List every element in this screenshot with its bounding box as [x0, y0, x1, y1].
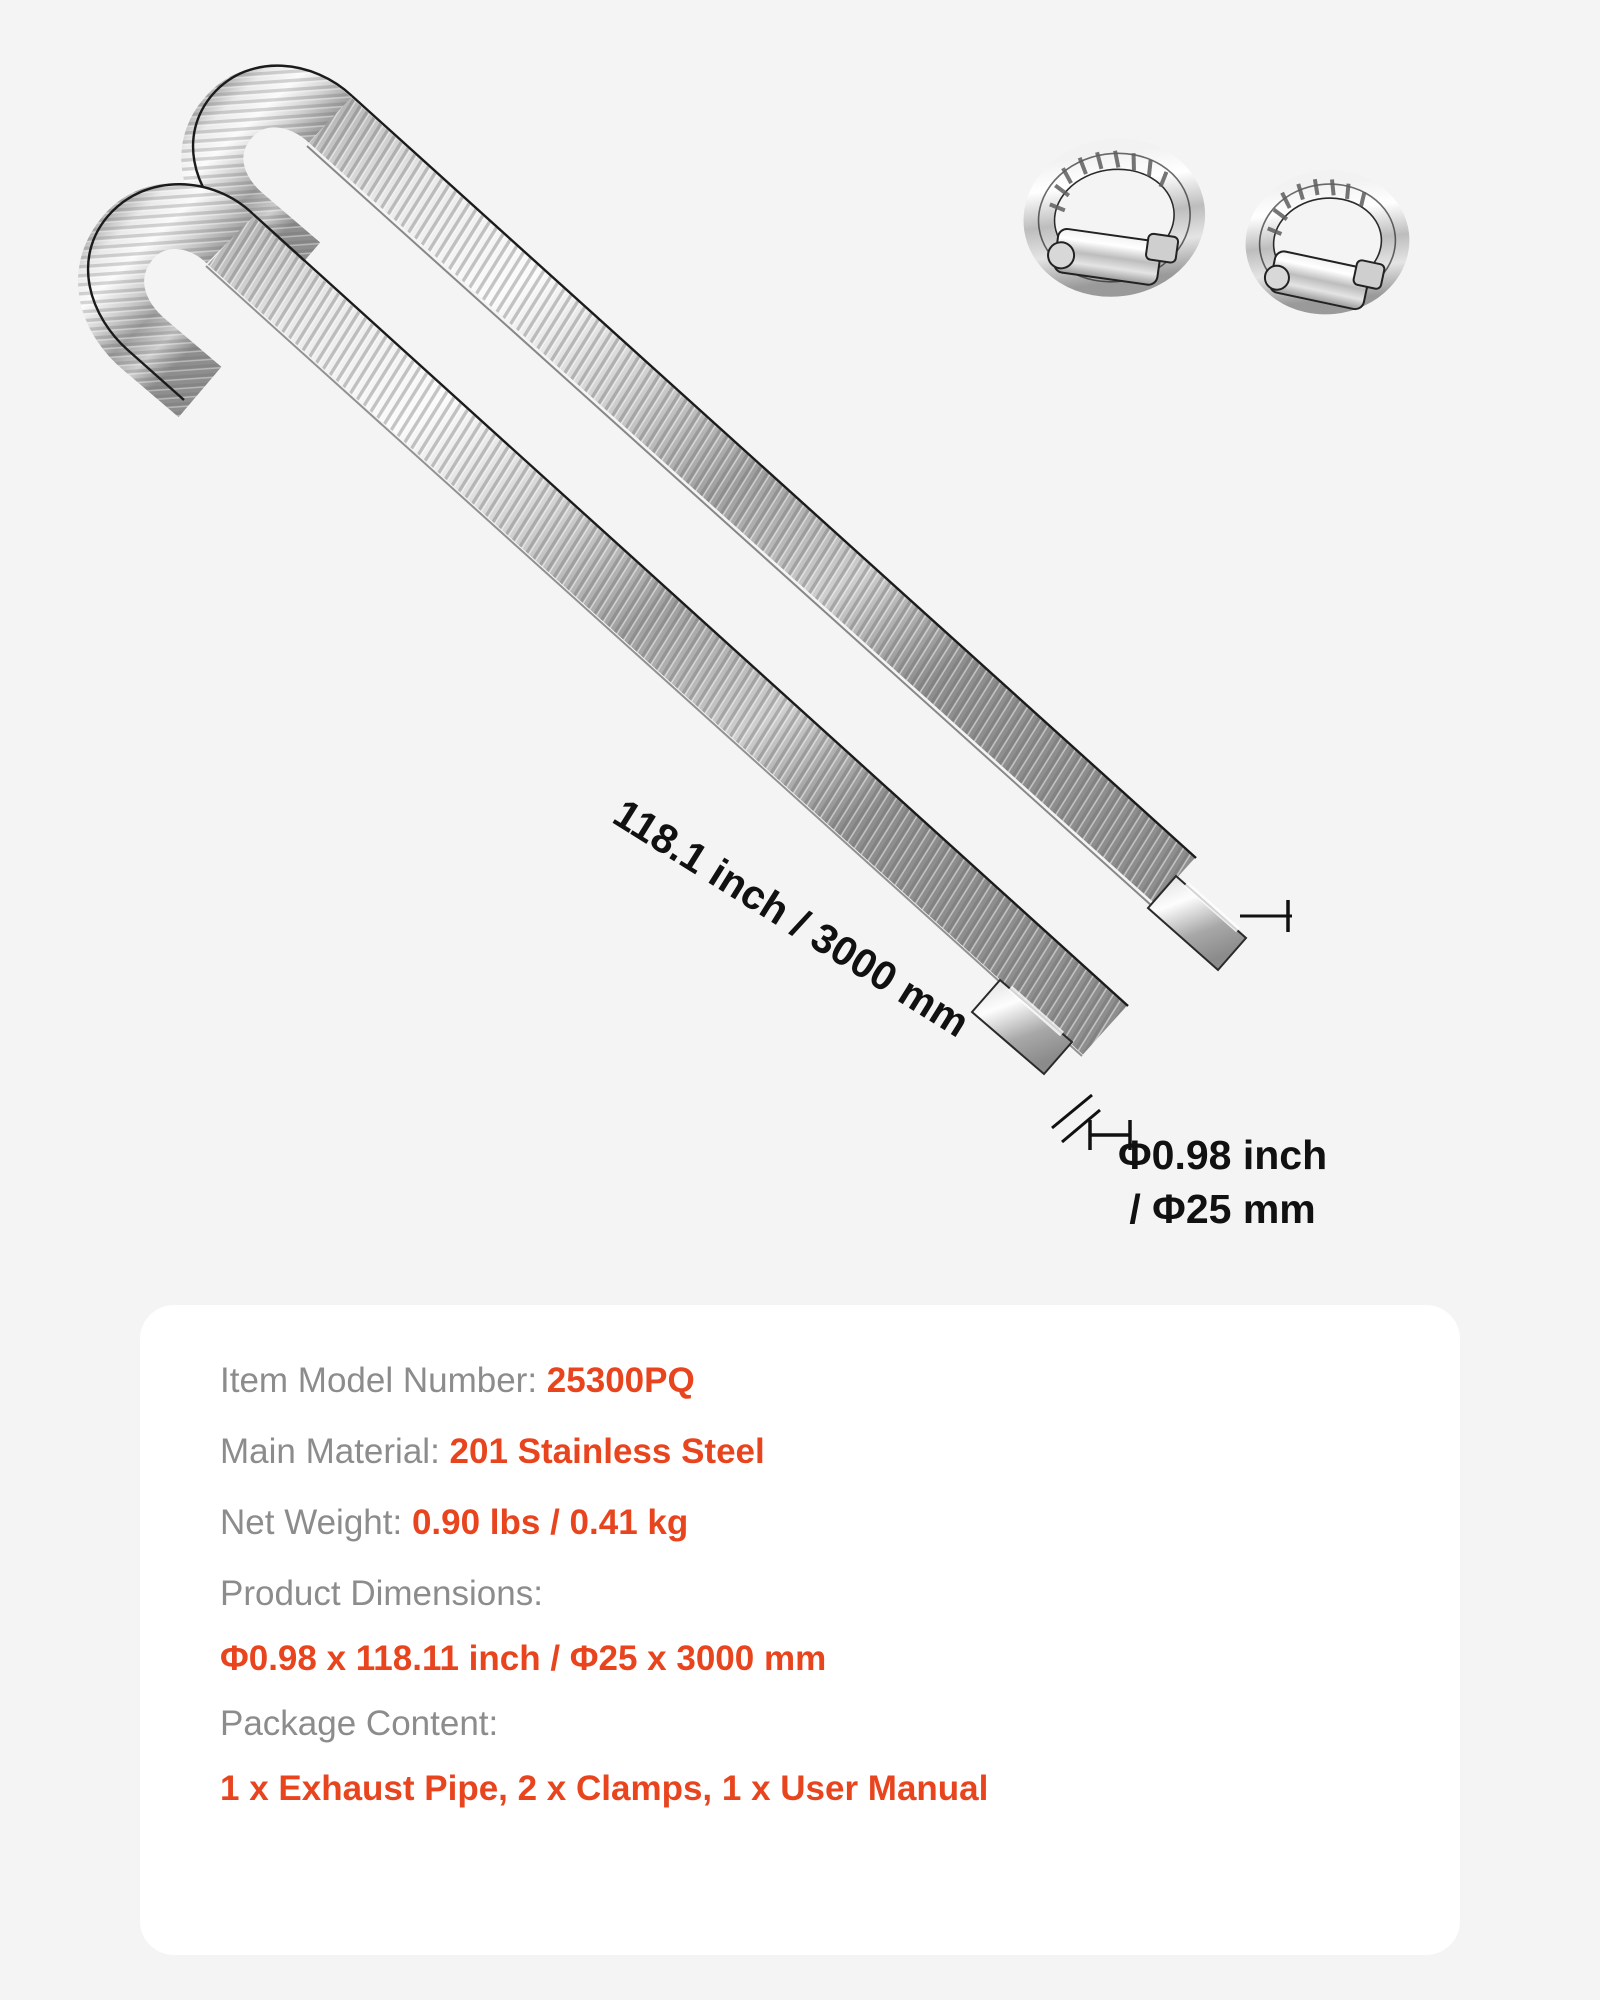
- spec-label-model: Item Model Number:: [220, 1361, 538, 1400]
- spec-row-dimensions: [220, 1576, 1380, 1676]
- spec-row-weight: [220, 1505, 1380, 1540]
- spec-row-model: [220, 1363, 1380, 1398]
- spec-value-package: 1 x Exhaust Pipe, 2 x Clamps, 1 x User Manual: [220, 1769, 989, 1808]
- spec-value-dimensions: Φ0.98 x 118.11 inch / Φ25 x 3000 mm: [220, 1639, 827, 1678]
- length-dimension-label: 118.1 inch / 3000 mm: [605, 790, 978, 1047]
- specification-card: [140, 1305, 1460, 1955]
- spec-label-package: Package Content:: [220, 1704, 499, 1743]
- pipe-ferrule-upper: [1148, 876, 1246, 970]
- spec-value-material: 201 Stainless Steel: [449, 1432, 765, 1471]
- hose-clamp-right: [1253, 171, 1402, 320]
- spec-label-weight: Net Weight:: [220, 1503, 403, 1542]
- diameter-dimension-line2: / Φ25 mm: [1129, 1186, 1316, 1233]
- spec-value-weight: 0.90 lbs / 0.41 kg: [411, 1503, 689, 1542]
- exhaust-pipe-lower: [88, 184, 1128, 1074]
- diameter-dimension-line1: Φ0.98 inch: [1118, 1132, 1328, 1178]
- spec-row-package: [220, 1706, 1380, 1806]
- diameter-dimension-label: [1118, 1128, 1327, 1236]
- spec-label-material: Main Material:: [220, 1432, 440, 1471]
- spec-row-material: [220, 1434, 1380, 1469]
- spec-value-model: 25300PQ: [546, 1361, 695, 1400]
- spec-label-dimensions: Product Dimensions:: [220, 1574, 543, 1613]
- hose-clamp-left: [1030, 141, 1200, 301]
